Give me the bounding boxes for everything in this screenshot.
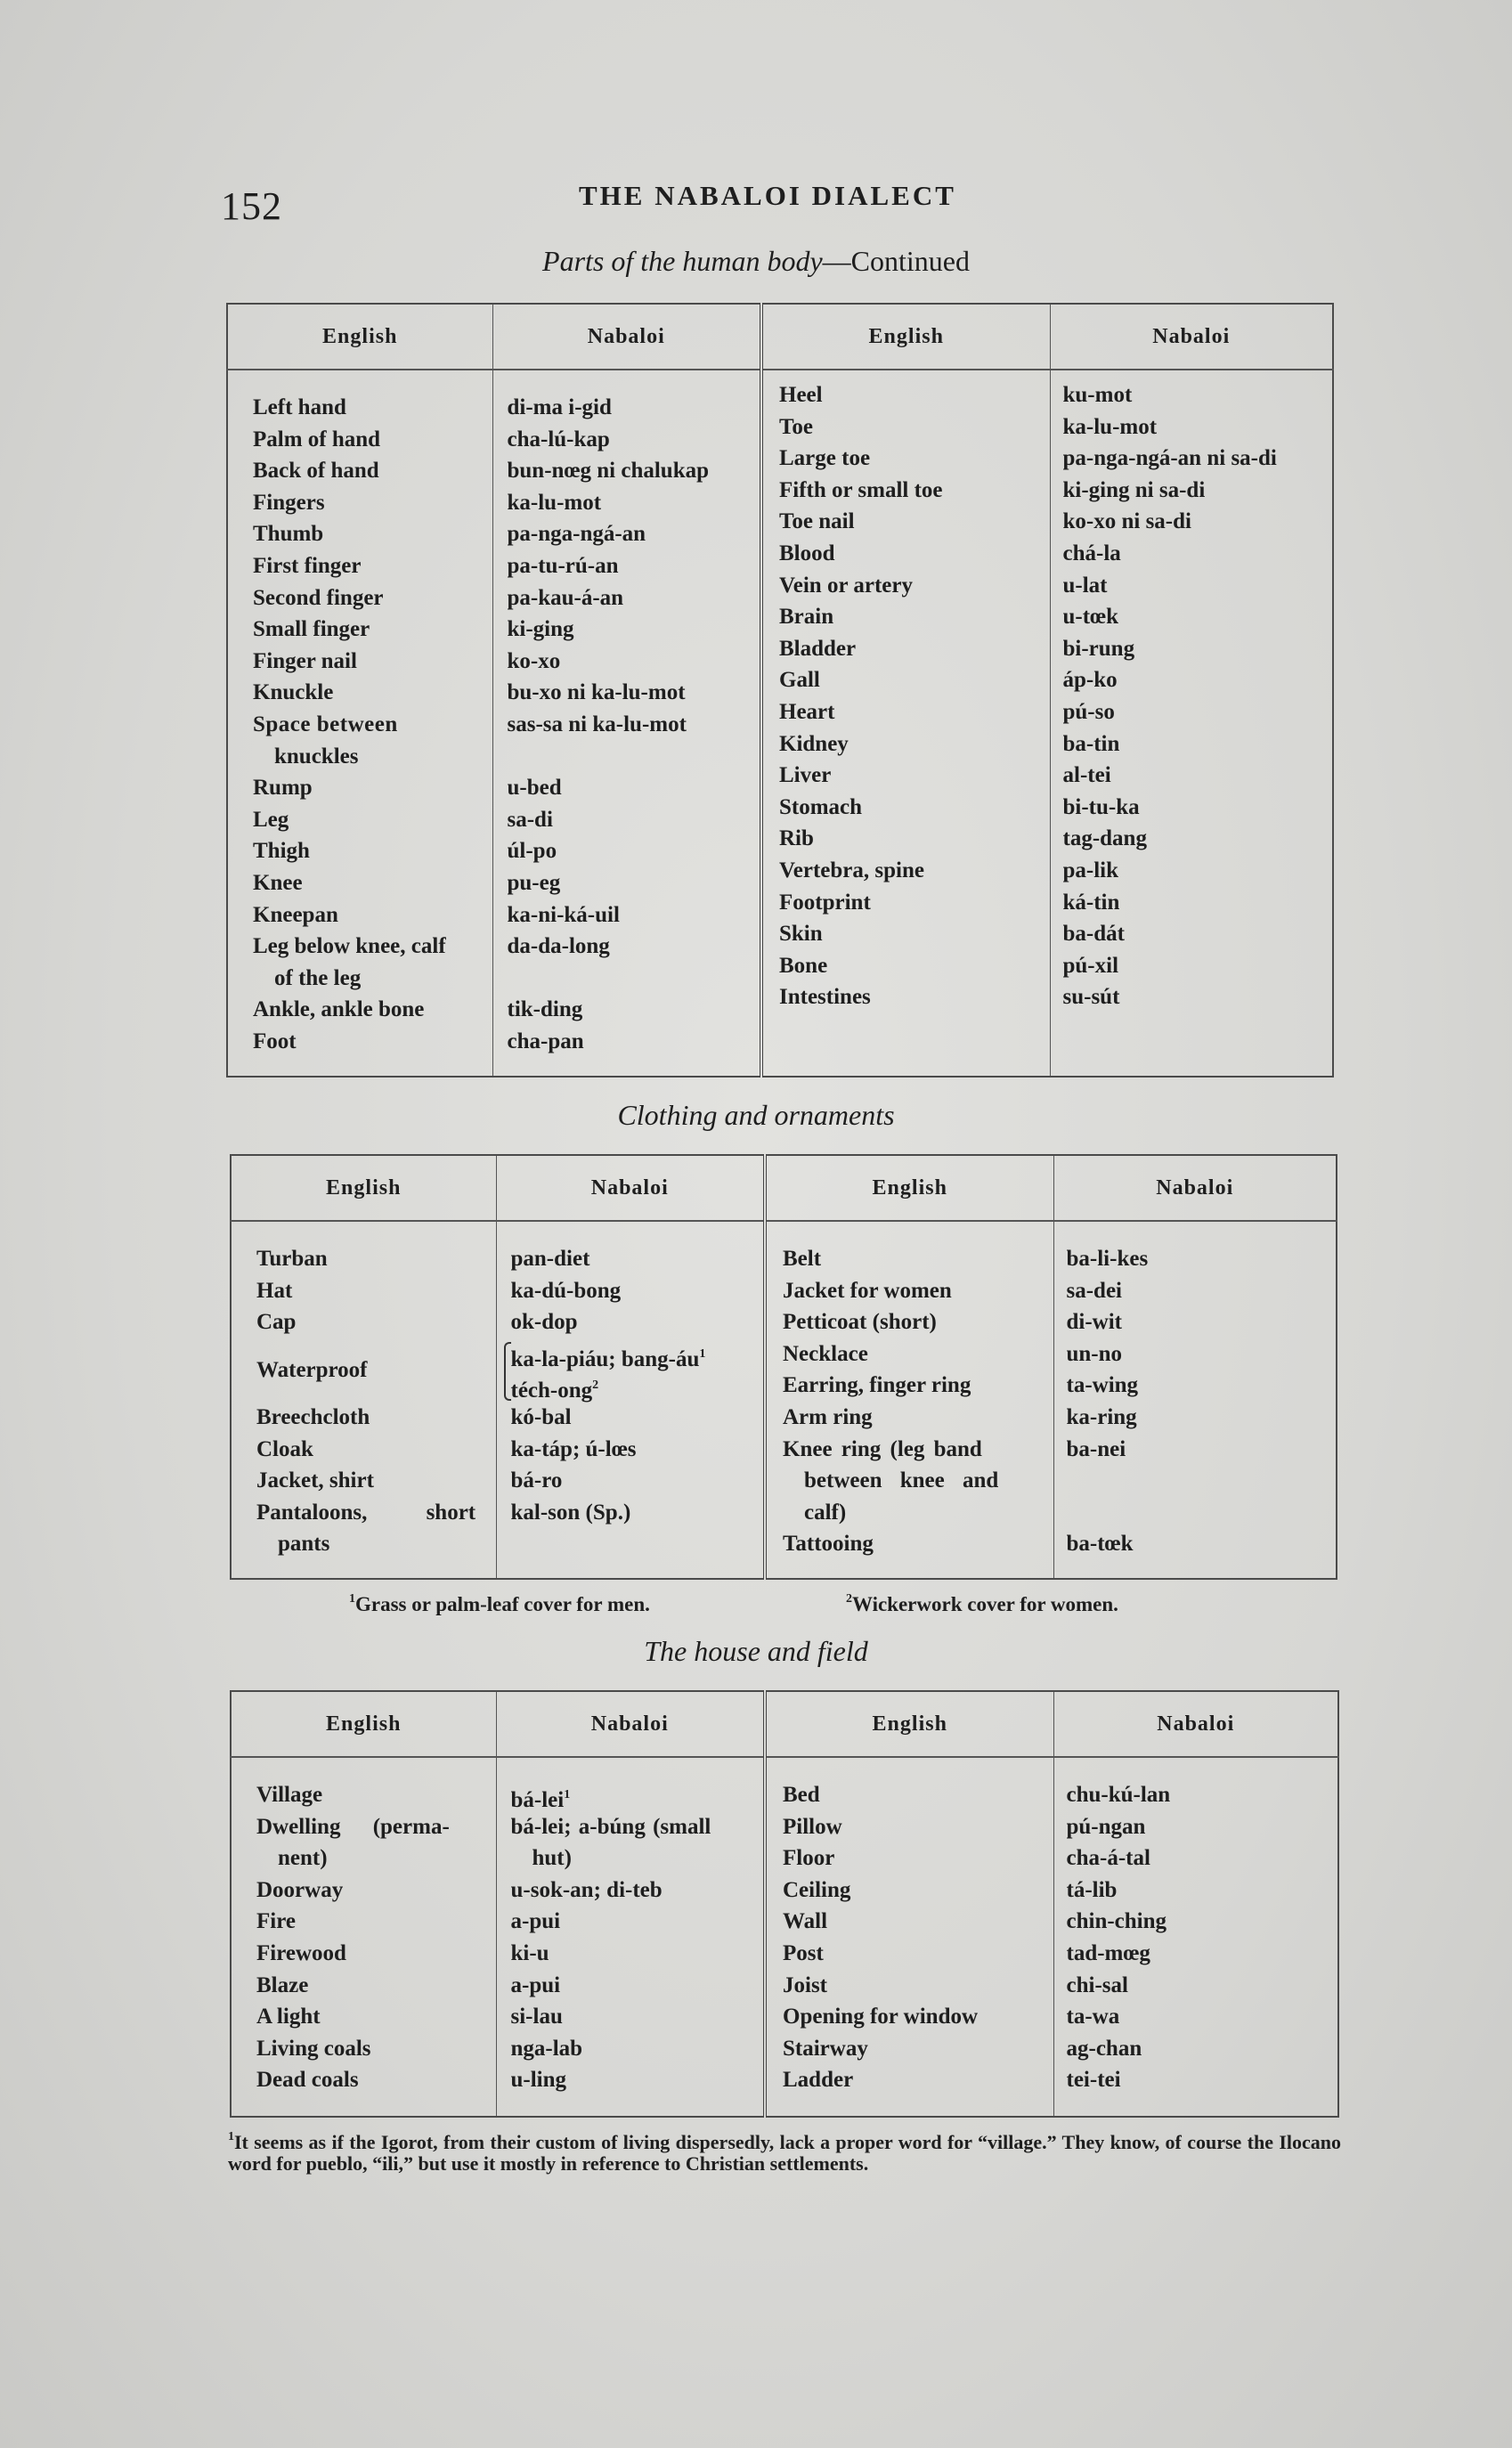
clothing-table (230, 1154, 1337, 1580)
translation: ta-wing (1066, 1373, 1139, 1398)
term: Rib (779, 826, 814, 851)
footnote-text: Grass or palm-leaf cover for men. (355, 1593, 650, 1615)
term: Kidney (779, 731, 849, 756)
term: Heel (779, 383, 823, 407)
footnote-text: Wickerwork cover for women. (852, 1593, 1118, 1615)
header-english: English (761, 304, 1050, 370)
translation: ka-ring (1066, 1404, 1137, 1429)
translation: chin-ching (1066, 1909, 1167, 1934)
term-continued: knuckles (274, 744, 359, 769)
translation: kal-son (Sp.) (510, 1500, 631, 1525)
footnote-marker: 2 (846, 1592, 852, 1606)
footnote-marker: 1 (228, 2130, 234, 2143)
translation: un-no (1066, 1341, 1123, 1366)
term: Bed (783, 1783, 820, 1807)
translation: pa-lik (1062, 858, 1119, 882)
translation: tik-ding (507, 997, 583, 1022)
term: Thigh (253, 839, 310, 864)
term-continued: between knee and (804, 1468, 999, 1493)
translation (508, 963, 752, 995)
term: Petticoat (short) (783, 1310, 937, 1335)
term: Opening for window (783, 2005, 979, 2029)
term: Finger nail (253, 648, 357, 673)
term: Back of hand (253, 459, 379, 484)
translation: ka-dú-bong (510, 1278, 622, 1303)
term: A light (256, 2005, 321, 2029)
translation: ba-nei (1066, 1436, 1126, 1461)
translation: ki-ging (507, 617, 574, 642)
term: Cap (256, 1310, 297, 1335)
translation (1067, 1465, 1328, 1497)
translation: al-tei (1062, 763, 1111, 788)
translation: ku-mot (1062, 383, 1133, 407)
footnote-village (228, 2127, 1341, 2175)
term: Stairway (783, 2036, 868, 2061)
translation: u-ling (510, 2068, 567, 2093)
translation: bi-tu-ka (1062, 794, 1140, 819)
translation: chá-la (1062, 541, 1121, 565)
term: Small finger (253, 617, 370, 642)
translation: ká-tin (1062, 890, 1120, 915)
translation: u-lat (1062, 573, 1108, 598)
translation: cha-á-tal (1066, 1846, 1150, 1871)
nabaloi-column (1050, 370, 1333, 1077)
translation: chi-sal (1066, 1972, 1128, 1997)
term: First finger (253, 553, 362, 578)
term-continued: pants (278, 1532, 330, 1557)
translation: si-lau (510, 2005, 563, 2029)
translation: u-tœk (1062, 605, 1119, 630)
term: Firewood (256, 1940, 346, 1965)
term: Skin (779, 922, 823, 947)
translation: ba-tœk (1066, 1532, 1134, 1557)
term: Belt (783, 1247, 822, 1271)
translation: pa-tu-rú-an (507, 553, 619, 578)
section-title-body-parts (0, 245, 1512, 278)
term: Arm ring (783, 1404, 873, 1429)
term: Joist (783, 1972, 827, 1997)
translation: bi-rung (1062, 636, 1135, 661)
translation: pan-diet (510, 1247, 590, 1271)
nabaloi-column (1053, 1757, 1338, 2117)
translation (1067, 1497, 1328, 1529)
term: Fingers (253, 490, 325, 515)
translation: tag-dang (1062, 826, 1147, 851)
term: Cloak (256, 1436, 313, 1461)
translation: pú-xil (1062, 953, 1119, 978)
translation: kó-bal (510, 1404, 572, 1429)
term: Doorway (256, 1877, 344, 1902)
translation: cha-pan (507, 1029, 584, 1053)
header-nabaloi: Nabaloi (1053, 1155, 1337, 1221)
translation: ok-dop (510, 1310, 578, 1335)
english-column (765, 1757, 1053, 2117)
translation: u-sok-an; di-teb (510, 1877, 663, 1902)
translation (508, 741, 752, 773)
term: Village (256, 1783, 323, 1807)
translation: pu-eg (507, 870, 561, 895)
term-continued: calf) (804, 1500, 847, 1525)
translation-continued: hut) (532, 1846, 572, 1871)
nabaloi-column (1053, 1221, 1337, 1579)
section-title-clothing: Clothing and ornaments (617, 1099, 895, 1131)
term: Jacket for women (783, 1278, 952, 1303)
header-english: English (231, 1155, 496, 1221)
translation: ki-u (510, 1940, 549, 1965)
term: Earring, finger ring (783, 1373, 971, 1398)
term-continued: of the leg (274, 965, 362, 990)
header-nabaloi: Nabaloi (1050, 304, 1333, 370)
term: Breechcloth (256, 1404, 370, 1429)
term: Left hand (253, 395, 346, 419)
header-english: English (227, 304, 492, 370)
house-field-table (230, 1690, 1339, 2118)
body-parts-table (226, 303, 1334, 1078)
term: Turban (256, 1247, 328, 1271)
nabaloi-column (496, 1757, 765, 2117)
term: Intestines (779, 985, 871, 1010)
translation: da-da-long (507, 934, 610, 959)
term: Palm of hand (253, 427, 381, 451)
translation: a-pui (510, 1909, 561, 1934)
term: Post (783, 1940, 824, 1965)
translation: bá-ro (510, 1468, 563, 1493)
translation: cha-lú-kap (507, 427, 610, 451)
footnote-marker: 1 (349, 1592, 355, 1606)
translation: pú-so (1062, 699, 1115, 724)
term: Blood (779, 541, 835, 565)
term: Thumb (253, 522, 324, 547)
term: Brain (779, 605, 834, 630)
page-header (0, 175, 1512, 228)
term: Necklace (783, 1341, 868, 1366)
translation-brace-group (511, 1338, 755, 1402)
term: Pantaloons, short (256, 1500, 476, 1525)
term: Heart (779, 699, 835, 724)
translation: di-ma i-gid (507, 395, 612, 419)
footnote-2 (846, 1592, 1118, 1616)
translation: tad-mœg (1066, 1940, 1150, 1965)
page-number: 152 (221, 184, 282, 228)
translation: pa-nga-ngá-an ni sa-di (1062, 446, 1277, 471)
term: Stomach (779, 794, 863, 819)
term: Kneepan (253, 902, 338, 927)
term: Foot (253, 1029, 297, 1053)
term-continued: nent) (278, 1846, 328, 1871)
translation: pú-ngan (1066, 1814, 1146, 1839)
english-column (231, 1221, 496, 1579)
translation: pa-kau-á-an (507, 585, 624, 610)
translation: ta-wa (1066, 2005, 1120, 2029)
translation: ag-chan (1066, 2036, 1142, 2061)
translation: téch-ong (510, 1379, 593, 1403)
term: Waterproof (256, 1357, 368, 1382)
nabaloi-column (496, 1221, 765, 1579)
term: Liver (779, 763, 832, 788)
translation: sa-dei (1066, 1278, 1122, 1303)
translation: bá-lei (510, 1788, 565, 1811)
section-title-house: The house and field (644, 1635, 868, 1667)
term: Hat (256, 1278, 293, 1303)
translation: bu-xo ni ka-lu-mot (507, 680, 686, 705)
term: Dead coals (256, 2068, 359, 2093)
term: Wall (783, 1909, 828, 1934)
term: Space between (253, 712, 398, 736)
running-head: THE NABALOI DIALECT (579, 180, 956, 211)
header-english: English (765, 1691, 1053, 1757)
header-nabaloi: Nabaloi (496, 1691, 765, 1757)
header-nabaloi: Nabaloi (496, 1155, 765, 1221)
term: Jacket, shirt (256, 1468, 374, 1493)
translation: a-pui (510, 1972, 561, 1997)
translation: chu-kú-lan (1066, 1783, 1171, 1807)
term: Toe nail (779, 509, 855, 534)
header-english: English (765, 1155, 1053, 1221)
term: Gall (779, 668, 820, 693)
english-column (231, 1757, 496, 2117)
translation: nga-lab (510, 2036, 583, 2061)
footnote-marker: 1 (564, 1788, 571, 1801)
header-english: English (231, 1691, 496, 1757)
term: Large toe (779, 446, 871, 471)
translation: ba-li-kes (1066, 1247, 1149, 1271)
term: Floor (783, 1846, 835, 1871)
translation: ko-xo (507, 648, 561, 673)
translation: bá-lei; a-búng (small (510, 1814, 711, 1839)
translation: ki-ging ni sa-di (1062, 477, 1206, 502)
term: Rump (253, 776, 313, 801)
translation: ba-dát (1062, 922, 1125, 947)
term: Knee (253, 870, 303, 895)
term: Blaze (256, 1972, 309, 1997)
term: Knee ring (leg band (783, 1436, 982, 1461)
translation: ka-táp; ú-lœs (510, 1436, 637, 1461)
term: Toe (779, 414, 813, 439)
term: Leg (253, 807, 289, 832)
translation: ka-ni-ká-uil (507, 902, 620, 927)
translation: sa-di (507, 807, 553, 832)
term: Ladder (783, 2068, 854, 2093)
header-nabaloi: Nabaloi (492, 304, 761, 370)
translation: bun-nœg ni chalukap (507, 459, 710, 484)
term: Dwelling (perma- (256, 1814, 450, 1839)
translation: ka-lu-mot (1062, 414, 1158, 439)
english-column (765, 1221, 1053, 1579)
translation: úl-po (507, 839, 557, 864)
translation: di-wit (1066, 1310, 1122, 1335)
term: Knuckle (253, 680, 334, 705)
term: Ankle, ankle bone (253, 997, 425, 1022)
term: Ceiling (783, 1877, 851, 1902)
nabaloi-column (492, 370, 761, 1077)
footnote-1 (349, 1592, 650, 1616)
term: Fire (256, 1909, 296, 1934)
translation: ka-la-piáu; bang-áu (510, 1346, 700, 1371)
translation: áp-ko (1062, 668, 1118, 693)
english-column (761, 370, 1050, 1077)
translation: tei-tei (1066, 2068, 1121, 2093)
translation: u-bed (507, 776, 562, 801)
term: Vein or artery (779, 573, 913, 598)
footnote-text: It seems as if the Igorot, from their custom of living dispersedly, lack a proper word for “village.” They know, of course the Ilocano word for pueblo, “ili,” but use it mostly in reference to Christian settlements. (228, 2131, 1341, 2175)
section-title-continued: —Continued (822, 245, 970, 277)
translation: su-sút (1062, 985, 1120, 1010)
term: Tattooing (783, 1532, 874, 1557)
translation: pa-nga-ngá-an (507, 522, 646, 547)
term: Bladder (779, 636, 857, 661)
curly-brace (504, 1342, 511, 1401)
footnote-marker: 1 (699, 1346, 706, 1361)
term: Pillow (783, 1814, 842, 1839)
term: Footprint (779, 890, 871, 915)
translation: tá-lib (1066, 1877, 1118, 1902)
term: Second finger (253, 585, 384, 610)
translation: ko-xo ni sa-di (1062, 509, 1191, 534)
section-title-italic: Parts of the human body (542, 245, 823, 277)
term: Living coals (256, 2036, 371, 2061)
translation: ba-tin (1062, 731, 1120, 756)
footnote-marker: 2 (592, 1379, 599, 1393)
term: Bone (779, 953, 828, 978)
translation: sas-sa ni ka-lu-mot (507, 712, 687, 736)
english-column (227, 370, 492, 1077)
header-nabaloi: Nabaloi (1053, 1691, 1338, 1757)
term: Leg below knee, calf (253, 934, 446, 959)
term: Vertebra, spine (779, 858, 924, 882)
translation: ka-lu-mot (507, 490, 602, 515)
term: Fifth or small toe (779, 477, 943, 502)
